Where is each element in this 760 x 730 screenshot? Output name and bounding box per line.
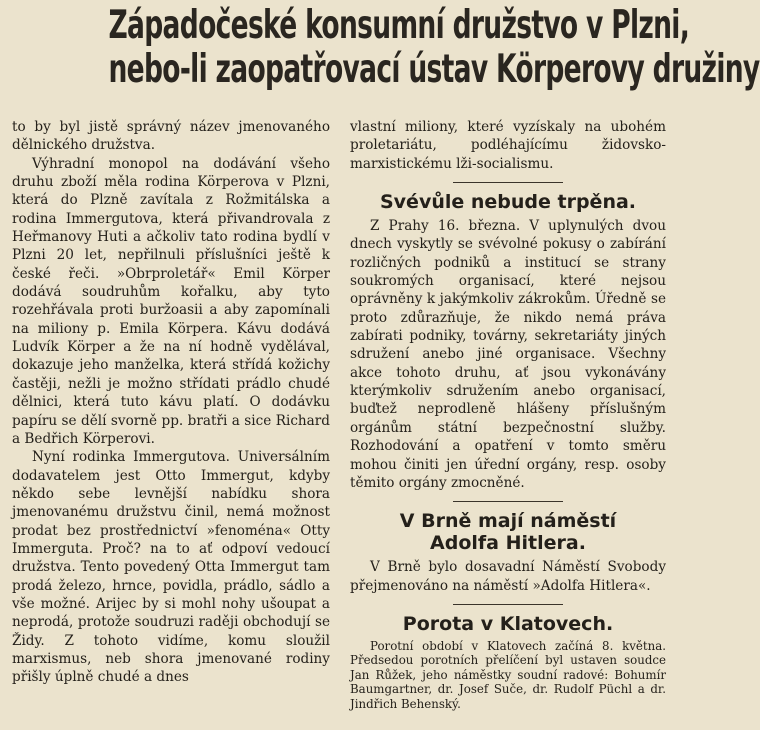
headline-line-2: nebo-li zaopatřovací ústav Körperovy družiny [108,47,760,92]
headline-line-1: Západočeské konsumní družstvo v Plzni, [108,3,690,48]
section-heading-svevule: Svévůle nebude trpěna. [379,191,637,214]
article-paragraph-3: Nyní rodinka Immergutova. Universálním dodavatelem jest Otto Immergut, kdyby někdo sebe levnější nabídku shora jmenovanému družstvu činil, nemá možnost prodat bez prostřednictví »fenoména« Otty Immerguta. Proč? na to ať odpoví vedoucí družstva. Tento povedený Otta Immergut tam prodá železo, hrnce, povidla, prádlo, sádlo a vše možné. Arijec by si mohl nohy ušoupat a neprodá, protože soudruzi raději obchodují se Židy. Z tohoto vidíme, komu sloužil marxismus, neb shora jmenované rodiny přišly úplně chudé a dnes [12,449,330,686]
headline [108,3,760,92]
section-paragraph-porota: Porotní období v Klatovech začíná 8. května. Předsedou porotních přelíčení byl ustaven soudce Jan Růžek, jeho náměstky soudní radové: Bohumír Baumgartner, dr. Josef Suče, dr. Rudolf Püchl a dr. Jindřich Behenský. [350,638,666,711]
column-left [12,118,330,687]
article-paragraph-2: Výhradní monopol na dodávání všeho druhu zboží měla rodina Körperova v Plzni, která do Plzně zavítala z Rožmitálska a rodina Immergutova, která přivandrovala z Heřmanovy Huti a ačkoliv tato rodina bydlí v Plzni 20 let, nepřilnuli příslušníci ještě k české řeči. »Obrproletář« Emil Körper dodává soudruhům kořalku, aby tyto rozehřávala proti buržoasii a aby zapomínali na miliony p. Emila Körpera. Kávu dodává Ludvík Körper a že na ní hodně vydělával, dokazuje jeho manželka, která střídá kožichy častěji, nežli je možno střídati prádlo chudé dělnici, která tuto kávu platí. O dodávku papíru se dělí svorně pp. bratři a sice Richard a Bedřich Körperovi. [12,155,330,447]
section-divider [453,182,563,183]
section-heading-brno-line-2: Adolfa Hitlera. [430,532,586,555]
section-heading-brno-line-1: V Brně mají náměstí [399,510,617,533]
article-paragraph-1: to by byl jistě správný název jmenovaného dělnického družstva. [12,119,330,154]
section-heading-porota: Porota v Klatovech. [402,612,614,635]
column-right [350,118,666,711]
section-divider [453,604,563,605]
section-paragraph-svevule: Z Prahy 16. března. V uplynulých dvou dnech vyskytly se svévolné pokusy o zabírání rozličných podniků a institucí se strany soukromých organisací, které nejsou oprávněny k jakýmkoliv zákrokům. Úředně se proto zdůrazňuje, že nikdo nemá práva zabírati podniky, továrny, sekretariáty jiných sdružení anebo jiné organisace. Všechny akce tohoto druhu, ať jsou vykonávány kterýmkoliv sdružením anebo organisací, buďtež neprodleně hlášeny příslušným orgánům státní bezpečnostní služby. Rozhodování a opatření v tomto směru mohou činiti jen úřední orgány, resp. osoby těmito orgány zmocněné. [350,218,666,491]
section-paragraph-brno: V Brně bylo dosavadní Náměstí Svobody přejmenováno na náměstí »Adolfa Hitlera«. [350,559,666,594]
section-divider [453,501,563,502]
article-paragraph-continued: vlastní miliony, které vyzískaly na ubohém proletariátu, podléhajícímu židovsko-marxistickému lži-socialismu. [350,119,666,172]
